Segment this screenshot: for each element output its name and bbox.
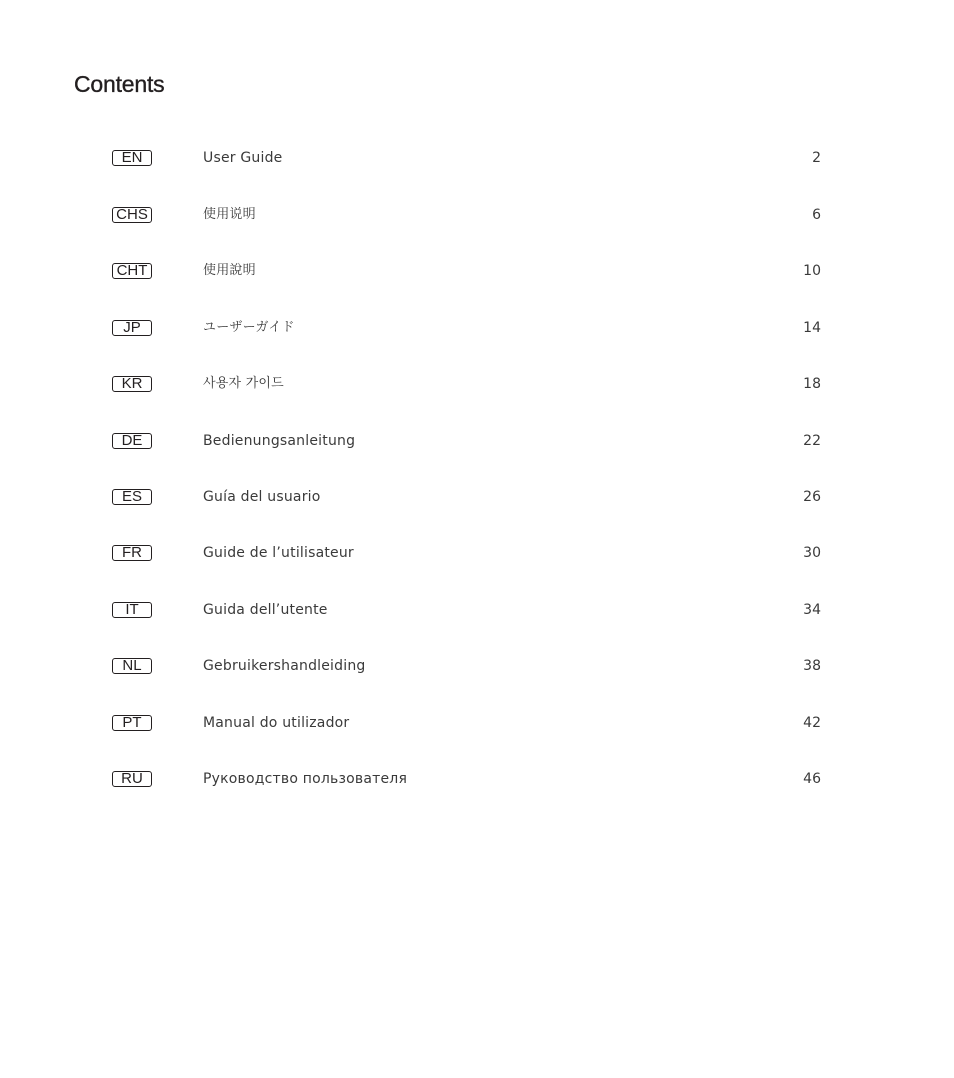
toc-row-chs[interactable] <box>0 207 954 227</box>
toc-entry-title: Gebruikershandleiding <box>203 658 366 674</box>
language-code-badge: DE <box>112 433 152 449</box>
toc-entry-title: Guide de l’utilisateur <box>203 545 354 561</box>
toc-row-kr[interactable] <box>0 376 954 396</box>
toc-page-number: 34 <box>803 602 821 618</box>
toc-row-en[interactable] <box>0 150 954 170</box>
toc-entry-title: 使用说明 <box>203 207 256 222</box>
language-code-badge: NL <box>112 658 152 674</box>
toc-page-number: 38 <box>803 658 821 674</box>
toc-page-number: 30 <box>803 545 821 561</box>
toc-row-nl[interactable] <box>0 658 954 678</box>
toc-page-number: 14 <box>803 320 821 336</box>
language-code-badge: KR <box>112 376 152 392</box>
toc-page-number: 46 <box>803 771 821 787</box>
language-code-badge: EN <box>112 150 152 166</box>
toc-entry-title: Manual do utilizador <box>203 715 350 731</box>
language-code-badge: IT <box>112 602 152 618</box>
toc-row-ru[interactable] <box>0 771 954 791</box>
toc-entry-title: 사용자 가이드 <box>203 376 284 391</box>
language-code-badge: CHT <box>112 263 152 279</box>
language-code-badge: JP <box>112 320 152 336</box>
page-title: Contents <box>74 71 165 97</box>
language-code-badge: ES <box>112 489 152 505</box>
language-code-badge: RU <box>112 771 152 787</box>
language-code-badge: CHS <box>112 207 152 223</box>
toc-page-number: 2 <box>812 150 821 166</box>
toc-entry-title: Руководство пользователя <box>203 771 408 787</box>
toc-row-it[interactable] <box>0 602 954 622</box>
toc-row-es[interactable] <box>0 489 954 509</box>
toc-entry-title: ユーザーガイド <box>203 320 295 335</box>
toc-page-number: 42 <box>803 715 821 731</box>
toc-page-number: 6 <box>812 207 821 223</box>
toc-entry-title: Guida dell’utente <box>203 602 328 618</box>
toc-entry-title: Bedienungsanleitung <box>203 433 356 449</box>
toc-entry-title: 使用說明 <box>203 263 256 278</box>
language-code-badge: FR <box>112 545 152 561</box>
toc-page-number: 18 <box>803 376 821 392</box>
language-code-badge: PT <box>112 715 152 731</box>
toc-entry-title: User Guide <box>203 150 283 166</box>
toc-page-number: 10 <box>803 263 821 279</box>
toc-row-de[interactable] <box>0 433 954 453</box>
toc-row-jp[interactable] <box>0 320 954 340</box>
toc-page-number: 22 <box>803 433 821 449</box>
toc-entry-title: Guía del usuario <box>203 489 321 505</box>
toc-page-number: 26 <box>803 489 821 505</box>
toc-row-cht[interactable] <box>0 263 954 283</box>
toc-row-pt[interactable] <box>0 715 954 735</box>
toc-row-fr[interactable] <box>0 545 954 565</box>
